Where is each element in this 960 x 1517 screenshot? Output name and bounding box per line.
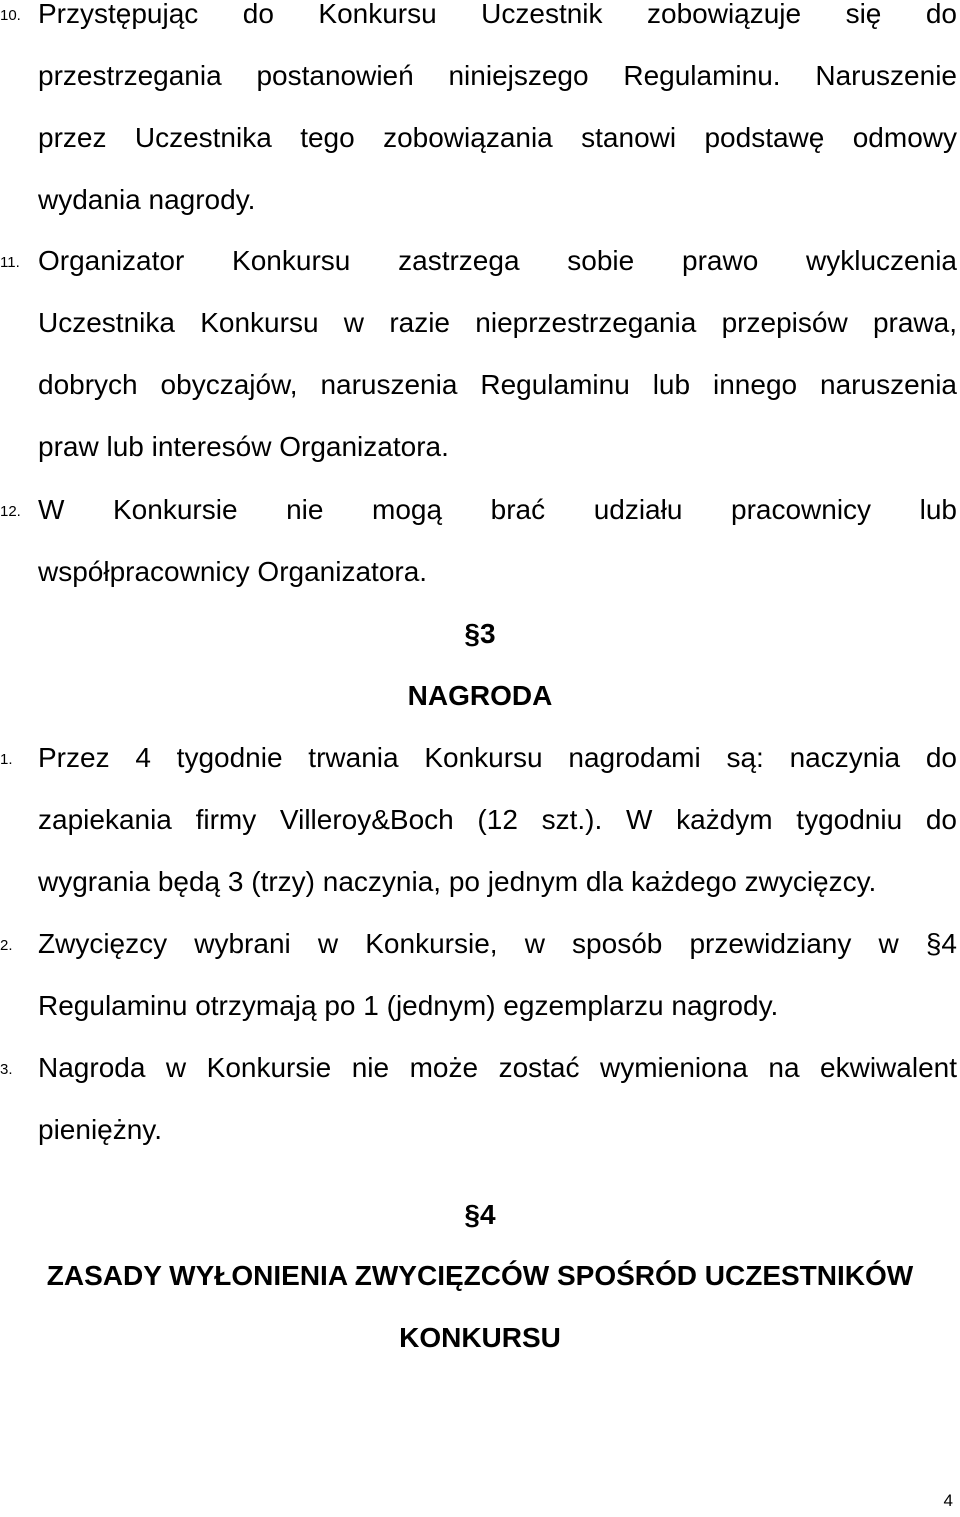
text-line: pieniężny. <box>38 1114 163 1145</box>
text-line: zapiekania firmy Villeroy&Boch (12 szt.). W każdym tygodniu do <box>38 804 957 835</box>
text-line: przez Uczestnika tego zobowiązania stanowi podstawę odmowy <box>38 122 957 153</box>
list-item-number: 2. <box>0 937 13 954</box>
list-item-text <box>38 479 957 603</box>
text-line: W Konkursie nie mogą brać udziału pracownicy lub <box>38 494 957 525</box>
text-line: Regulaminu otrzymają po 1 (jednym) egzemplarzu nagrody. <box>38 990 779 1021</box>
list-item-11 <box>0 230 960 478</box>
section-title: KONKURSU <box>399 1322 561 1353</box>
list-item-10 <box>0 0 960 231</box>
list-item-text <box>38 913 957 1037</box>
list-item-2 <box>0 913 960 1037</box>
list-item-3 <box>0 1037 960 1161</box>
page-number: 4 <box>943 1491 953 1510</box>
text-line: Przez 4 tygodnie trwania Konkursu nagrodami są: naczynia do <box>38 742 957 773</box>
text-line: wydania nagrody. <box>38 184 256 215</box>
text-line: wygrania będą 3 (trzy) naczynia, po jednym dla każdego zwycięzcy. <box>38 866 877 897</box>
section-title: ZASADY WYŁONIENIA ZWYCIĘZCÓW SPOŚRÓD UCZESTNIKÓW <box>46 1260 914 1291</box>
text-line: przestrzegania postanowień niniejszego Regulaminu. Naruszenie <box>38 60 957 91</box>
list-item-text <box>38 230 957 478</box>
text-line: Przystępując do Konkursu Uczestnik zobowiązuje się do <box>38 0 957 29</box>
list-item-12 <box>0 479 960 603</box>
list-item-number: 3. <box>0 1061 13 1078</box>
section-title: NAGRODA <box>407 680 553 711</box>
text-line: Nagroda w Konkursie nie może zostać wymieniona na ekwiwalent <box>38 1052 957 1083</box>
text-line: praw lub interesów Organizatora. <box>38 431 449 462</box>
list-item-1 <box>0 727 960 913</box>
text-line: Zwycięzcy wybrani w Konkursie, w sposób przewidziany w §4 <box>38 928 957 959</box>
text-line: Organizator Konkursu zastrzega sobie prawo wykluczenia <box>38 245 957 276</box>
list-item-number: 12. <box>0 503 21 520</box>
text-line: dobrych obyczajów, naruszenia Regulaminu lub innego naruszenia <box>38 369 957 400</box>
text-line: Uczestnika Konkursu w razie nieprzestrzegania przepisów prawa, <box>38 307 957 338</box>
list-item-number: 11. <box>0 254 20 271</box>
list-item-text <box>38 727 957 913</box>
section-mark: §4 <box>464 1199 496 1230</box>
list-item-text <box>38 1037 957 1161</box>
section-mark: §3 <box>464 618 496 649</box>
list-item-text <box>38 0 957 231</box>
list-item-number: 10. <box>0 7 21 24</box>
text-line: współpracownicy Organizatora. <box>38 556 428 587</box>
list-item-number: 1. <box>0 751 13 768</box>
